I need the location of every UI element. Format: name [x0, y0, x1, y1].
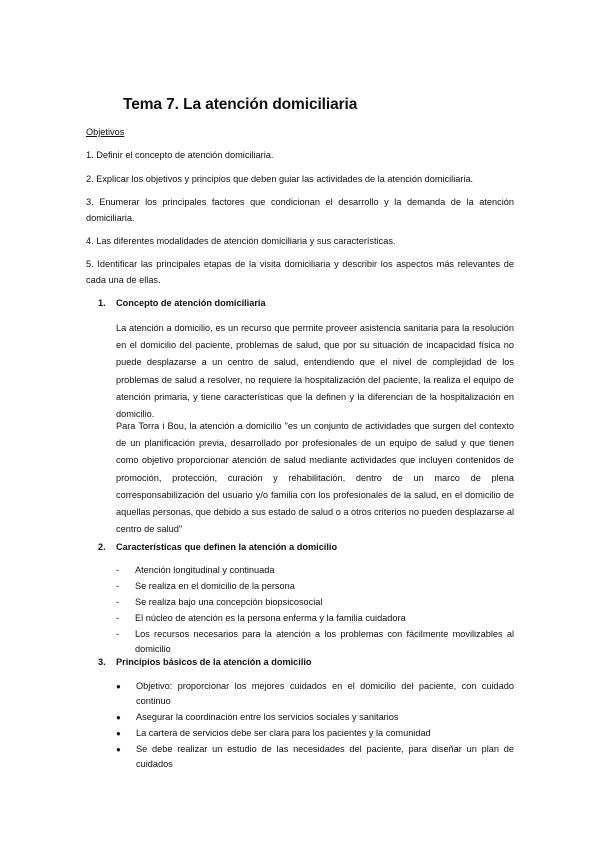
list-item: ● Se debe realizar un estudio de las necesidades del paciente, para diseñar un plan de cuidados — [116, 744, 514, 769]
list-item: - El núcleo de atención es la persona enferma y la familia cuidadora — [116, 611, 514, 626]
objective-item: 1. Definir el concepto de atención domiciliaria. — [86, 150, 274, 160]
section-heading — [98, 657, 312, 667]
bullet-icon: ● — [116, 729, 121, 738]
section-number: 1. — [98, 298, 106, 308]
page-title: Tema 7. La atención domiciliaria — [123, 96, 358, 113]
section-heading — [98, 298, 266, 308]
objective-item: 4. Las diferentes modalidades de atención domiciliaria y sus características. — [86, 236, 396, 246]
bullet-icon: ● — [116, 682, 121, 691]
section-paragraph: La atención a domicilio, es un recurso que permite proveer asistencia sanitaria para la resolución en el domicilio del paciente, problemas de salud, que por su situación de incapacidad física no puede desplazarse a un centro de salud, entendiendo que el nivel de complejidad de los problemas de salud a resolver, no requiere la hospitalización del paciente, la realiza el equipo de atención primaria, y tiene características que la definen y la diferencian de la hospitalización en domicilio. — [116, 323, 514, 420]
bullet-icon: ● — [116, 745, 121, 754]
dash-marker: - — [116, 596, 120, 607]
dash-marker: - — [116, 628, 120, 639]
dash-marker: - — [116, 565, 120, 575]
list-item: ● Asegurar la coordinación entre los servicios sociales y sanitarios — [116, 710, 514, 725]
section-heading — [98, 542, 337, 552]
principles-list — [116, 679, 514, 773]
section-title: Principios básicos de la atención a domicilio — [116, 657, 312, 667]
section-title: Características que definen la atención a domicilio — [116, 542, 338, 552]
list-item: - Se realiza bajo una concepción biopsicosocial — [116, 595, 514, 610]
objective-item: 3. Enumerar los principales factores que condicionan el desarrollo y la demanda de la atención domiciliaria. — [86, 197, 514, 223]
section-paragraph: Para Torra i Bou, la atención a domicilio "es un conjunto de actividades que surgen del contexto de un planificación previa, desarrollado por profesionales de un equipo de salud y que tienen como objetivo proporcionar atención de salud mediante actividades que incluyen contenidos de promoción, protección, curación y rehabilitación, dentro de un marco de plena corresponsabilización del usuario y/o familia con los profesionales de la salud, en el domicilio de aquellas personas, que debido a sus estado de salud o a otros criterios no pueden desplazarse al centro de salud" — [116, 421, 514, 535]
dash-marker: - — [116, 580, 120, 591]
characteristics-list — [116, 563, 514, 658]
list-item: - Se realiza en el domicilio de la persona — [116, 579, 514, 594]
dash-marker: - — [116, 612, 120, 623]
section-number: 2. — [98, 542, 106, 552]
list-item: - Atención longitudinal y continuada — [116, 563, 514, 578]
bullet-icon: ● — [116, 713, 121, 722]
section-title: Concepto de atención domiciliaria — [116, 298, 266, 308]
objective-item: 2. Explicar los objetivos y principios que deben guiar las actividades de la atención domiciliaria. — [86, 174, 474, 184]
list-item: ● Objetivo: proporcionar los mejores cuidados en el domicilio del paciente, con cuidado continuo — [116, 681, 514, 706]
objective-item: 5. Identificar las principales etapas de la visita domiciliaria y describir los aspectos más relevantes de cada una de ellas. — [86, 259, 514, 285]
section-number: 3. — [98, 657, 106, 667]
list-item: ● La cartera de servicios debe ser clara para los pacientes y la comunidad — [116, 726, 514, 741]
list-item: - Los recursos necesarios para la atención a los problemas con fácilmente movilizables al domicilio — [116, 628, 514, 655]
objectives-heading: Objetivos — [86, 127, 125, 137]
